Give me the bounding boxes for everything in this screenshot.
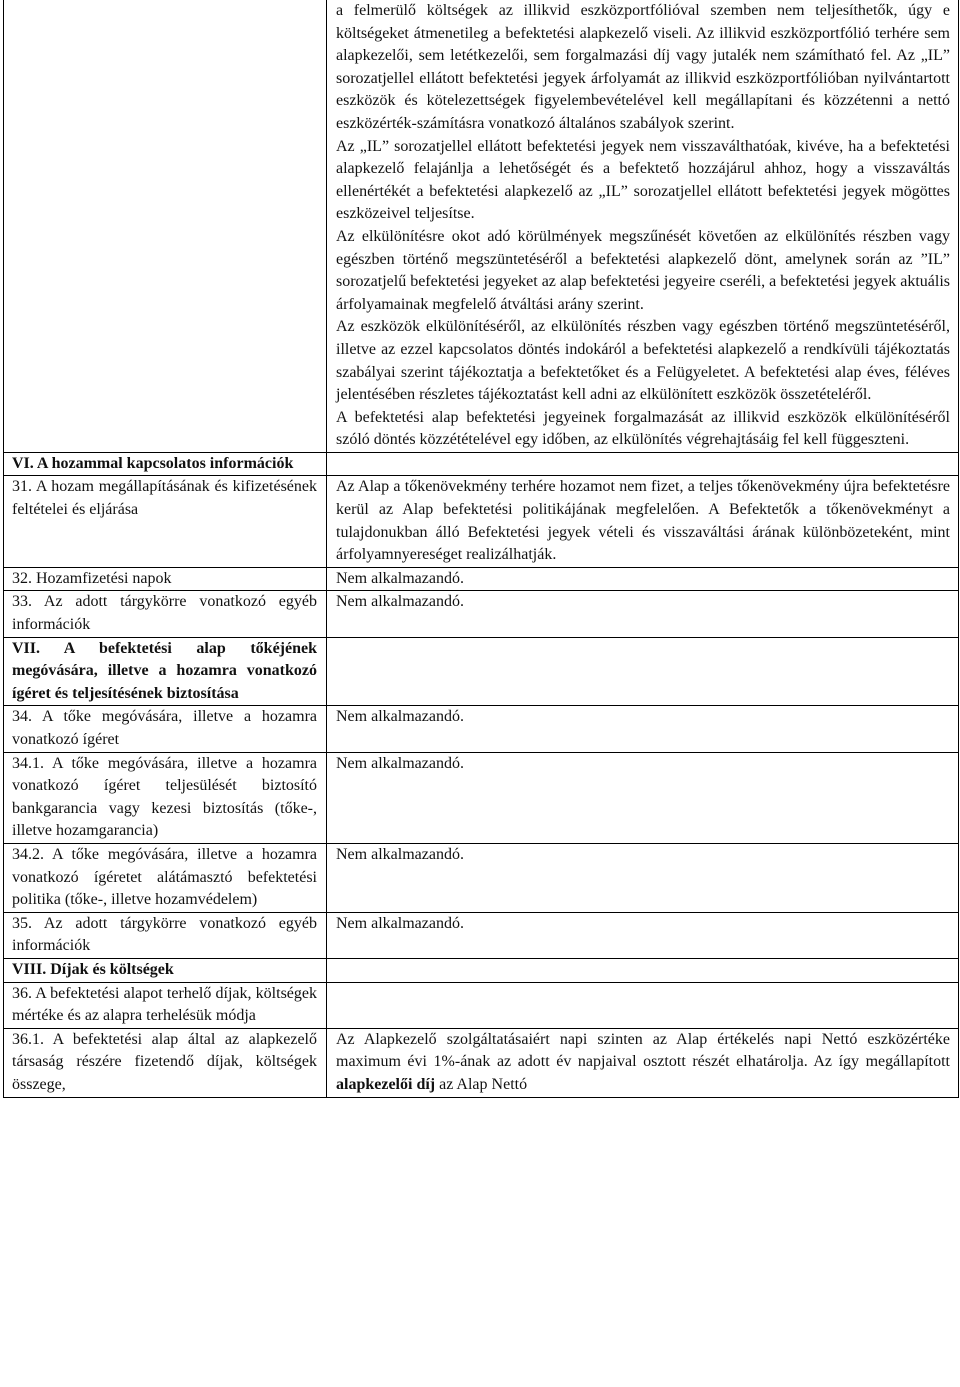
table-row bbox=[4, 452, 959, 476]
item-33-label: 33. Az adott tárgykörre vonatkozó egyéb információk bbox=[4, 591, 327, 637]
table-row bbox=[4, 912, 959, 958]
item-32-label: 32. Hozamfizetési napok bbox=[4, 567, 327, 591]
item-33-value: Nem alkalmazandó. bbox=[327, 591, 959, 637]
item-36-1-label: 36.1. A befektetési alap által az alapkezelő társaság részére fizetendő díjak, költségek összege, bbox=[4, 1028, 327, 1097]
empty-cell bbox=[327, 982, 959, 1028]
illiquid-assets-text bbox=[327, 0, 959, 452]
table-row bbox=[4, 706, 959, 752]
item-34-label: 34. A tőke megóvására, illetve a hozamra vonatkozó ígéret bbox=[4, 706, 327, 752]
empty-cell bbox=[327, 958, 959, 982]
item-31-value: Az Alap a tőkenövekmény terhére hozamot nem fizet, a teljes tőkenövekmény újra befektetésre kerül az Alap befektetési politikájának megfelelően. A Befektetők a tőkenövekményt a tulajdonukban álló Befektetési jegyek vételi és visszaváltási árának különbözeteként, mint árfolyamnyereséget realizálhatják. bbox=[327, 476, 959, 567]
paragraph: Az elkülönítésre okot adó körülmények megszűnését követően az elkülönítés részben vagy egészben történő megszüntetéséről a befektetési alapkezelő dönt, amelynek során az ”IL” sorozatjelű befektetési jegyeket az alap befektetési jegyeire cseréli, a befektetési jegyek aktuális árfolyamainak megfelelő átváltási arány szerint. bbox=[336, 227, 950, 313]
item-34-2-label: 34.2. A tőke megóvására, illetve a hozamra vonatkozó ígéretet alátámasztó befektetési politika (tőke-, illetve hozamvédelem) bbox=[4, 843, 327, 912]
item-32-value: Nem alkalmazandó. bbox=[327, 567, 959, 591]
table-row bbox=[4, 567, 959, 591]
table-row bbox=[4, 591, 959, 637]
fee-text-tail: az Alap Nettó bbox=[435, 1075, 528, 1093]
item-31-label: 31. A hozam megállapításának és kifizetésének feltételei és eljárása bbox=[4, 476, 327, 567]
paragraph: Az eszközök elkülönítéséről, az elkülönítés részben vagy egészben történő megszüntetéséről, illetve az ezzel kapcsolatos döntés indokáról a befektetési alapkezelő a rendkívüli tájékoztatás szabályai szerint tájékoztatja a befektetőket és a Felügyeletet. A befektetési alap éves, féléves jelentésében részletes tájékoztatást kell adni az elkülönített eszközök összetételéről. bbox=[336, 318, 950, 404]
table-row bbox=[4, 476, 959, 567]
empty-cell bbox=[327, 637, 959, 706]
item-35-label: 35. Az adott tárgykörre vonatkozó egyéb információk bbox=[4, 912, 327, 958]
item-35-value: Nem alkalmazandó. bbox=[327, 912, 959, 958]
table-row bbox=[4, 843, 959, 912]
paragraph: Az „IL” sorozatjellel ellátott befektetési jegyek nem visszaválthatóak, kivéve, ha a befektetési alapkezelő felajánlja a lehetőségét és a befektető hozzájárul ahhoz, hogy a visszaváltás ellenértékét a befektetési alapkezelő az „IL” sorozatjellel ellátott befektetési jegyek mögöttes eszközeivel teljesítse. bbox=[336, 137, 950, 223]
section-heading-viii: VIII. Díjak és költségek bbox=[4, 958, 327, 982]
item-36-1-value bbox=[327, 1028, 959, 1097]
table-row bbox=[4, 982, 959, 1028]
item-36-label: 36. A befektetési alapot terhelő díjak, költségek mértéke és az alapra terhelésük módja bbox=[4, 982, 327, 1028]
item-34-2-value: Nem alkalmazandó. bbox=[327, 843, 959, 912]
table-row bbox=[4, 1028, 959, 1097]
empty-cell bbox=[327, 452, 959, 476]
section-heading-vii: VII. A befektetési alap tőkéjének megóvására, illetve a hozamra vonatkozó ígéret és teljesítésének biztosítása bbox=[4, 637, 327, 706]
empty-left-cell bbox=[4, 0, 327, 452]
item-34-1-value: Nem alkalmazandó. bbox=[327, 752, 959, 843]
prospectus-table bbox=[3, 0, 959, 1098]
table-row bbox=[4, 637, 959, 706]
item-34-value: Nem alkalmazandó. bbox=[327, 706, 959, 752]
item-34-1-label: 34.1. A tőke megóvására, illetve a hozamra vonatkozó ígéret teljesülését biztosító bankgarancia vagy kezesi biztosítás (tőke-, illetve hozamgarancia) bbox=[4, 752, 327, 843]
table-row bbox=[4, 0, 959, 452]
paragraph: a felmerülő költségek az illikvid eszközportfólióval szemben nem teljesíthetők, úgy e költségeket átmenetileg a befektetési alapkezelő viseli. Az illikvid eszközportfólió terhére sem alapkezelői, sem letétkezelői, sem forgalmazási díj vagy jutalék nem számítható fel. Az „IL” sorozatjellel ellátott befektetési jegyek árfolyamát az illikvid eszközportfólióban nyilvántartott eszközök és kötelezettségek figyelembevételével kell megállapítani és közzétenni a nettó eszközérték-számításra vonatkozó általános szabályok szerint. bbox=[336, 2, 950, 132]
paragraph: A befektetési alap befektetési jegyeinek forgalmazását az illikvid eszközök elkülönítéséről szóló döntés közzétételével egy időben, az elkülönítés végrehajtásáig fel kell függeszteni. bbox=[336, 408, 950, 449]
section-heading-vi: VI. A hozammal kapcsolatos információk bbox=[4, 452, 327, 476]
table-row bbox=[4, 958, 959, 982]
fee-term: alapkezelői díj bbox=[336, 1075, 436, 1093]
fee-text: Az Alapkezelő szolgáltatásaiért napi szinten az Alap értékelés napi Nettó eszközértéke maximum évi 1%-ának az adott év napjaival osztott részét elhatárolja. Az így megállapított bbox=[336, 1030, 950, 1071]
table-row bbox=[4, 752, 959, 843]
